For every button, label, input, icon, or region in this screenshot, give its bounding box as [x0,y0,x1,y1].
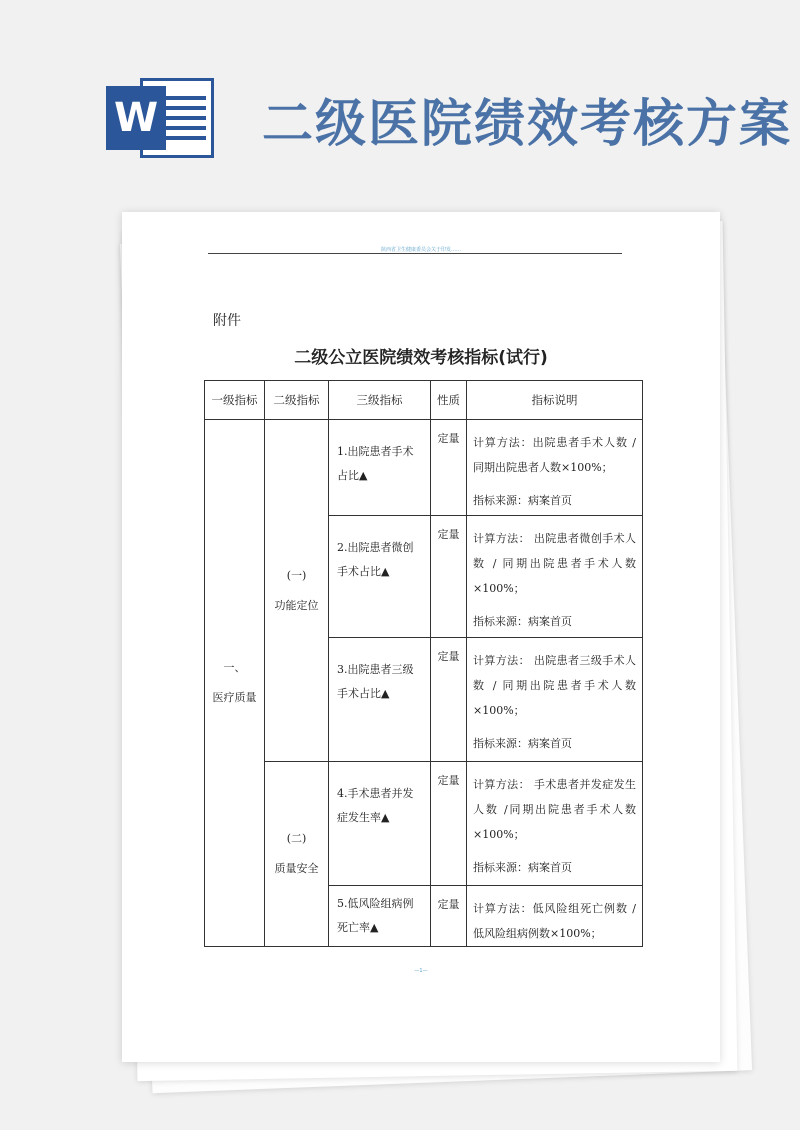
header-cell: 一级指标 [205,381,265,420]
word-doc-line [164,96,206,100]
page-header-text: 陕西省卫生健康委员会关于印发…… [380,247,461,253]
word-doc-line [164,126,206,130]
header-cell: 二级指标 [265,381,329,420]
header-cell: 三级指标 [329,381,431,420]
calc-text: 计算方法：低风险组死亡例数 / 低风险组病例数×100%； [473,902,636,940]
level3-cell: 4.手术患者并发症发生率▲ [329,762,431,886]
calc-text: 计算方法： 出院患者三级手术人数 / 同期出院患者手术人数×100%； [473,654,636,717]
header-cell: 性质 [431,381,467,420]
word-doc-line [164,116,206,120]
table-row [205,420,643,516]
nature-cell: 定量 [431,886,467,947]
header-rule [208,253,622,254]
source-text: 指标来源：病案首页 [473,615,572,628]
table-row [205,762,643,886]
word-doc-line [164,136,206,140]
description-cell [467,638,643,762]
indicator-table [204,380,643,947]
document-page [122,212,720,1062]
nature-cell: 定量 [431,420,467,516]
description-cell [467,762,643,886]
level3-cell: 5.低风险组病例死亡率▲ [329,886,431,947]
level2-text: (二) 质量安全 [274,832,319,875]
source-text: 指标来源：病案首页 [473,737,572,750]
attachment-label: 附件 [213,313,241,329]
level3-cell: 2.出院患者微创手术占比▲ [329,516,431,638]
calc-text: 计算方法： 手术患者并发症发生人数 /同期出院患者手术人数×100%； [473,778,636,841]
page-footer-text: —1— [414,968,428,974]
level2-cell [265,762,329,947]
document-title: 二级公立医院绩效考核指标(试行) [294,348,548,368]
level1-cell [205,420,265,947]
nature-cell: 定量 [431,516,467,638]
word-logo-letter: W [106,86,166,150]
calc-text: 计算方法： 出院患者微创手术人数 / 同期出院患者手术人数×100%； [473,532,636,595]
level2-text: (一) 功能定位 [274,568,319,612]
source-text: 指标来源：病案首页 [473,861,572,874]
level3-cell: 3.出院患者三级手术占比▲ [329,638,431,762]
word-doc-icon [106,74,214,162]
source-text: 指标来源：病案首页 [473,494,572,507]
description-cell [467,420,643,516]
level3-cell: 1.出院患者手术占比▲ [329,420,431,516]
word-doc-line [164,106,206,110]
description-cell [467,516,643,638]
level1-text: 一、 医疗质量 [212,661,257,704]
banner-title: 二级医院绩效考核方案 [262,95,793,154]
table-header-row [205,381,643,420]
description-cell [467,886,643,947]
level2-cell [265,420,329,762]
header-cell: 指标说明 [467,381,643,420]
nature-cell: 定量 [431,762,467,886]
calc-text: 计算方法：出院患者手术人数 / 同期出院患者人数×100%； [473,436,636,474]
banner [0,0,800,190]
nature-cell: 定量 [431,638,467,762]
